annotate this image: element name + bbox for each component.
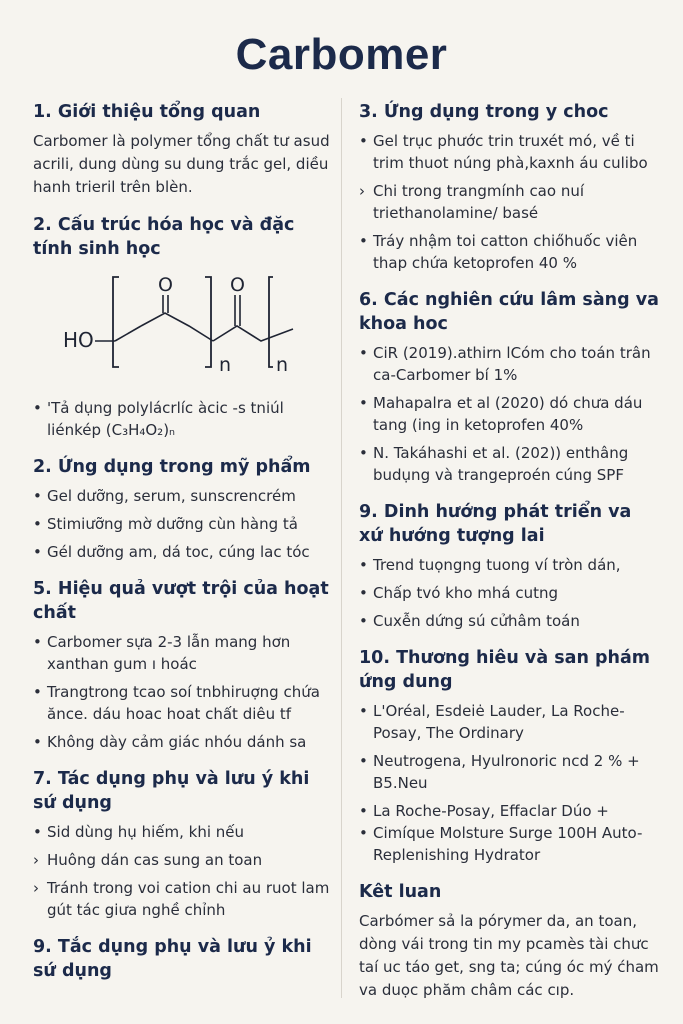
section-side-effects [33, 767, 333, 921]
list-item [359, 554, 659, 576]
list-item [33, 631, 333, 675]
section-clinical-studies [359, 288, 659, 486]
bullet-icon: • [359, 232, 368, 250]
repeat-unit-label: n [276, 354, 289, 376]
list-item [359, 442, 659, 486]
list-item [33, 397, 333, 441]
section-heading: 1. Giới thiệu tổng quan [33, 102, 261, 122]
list-item-text: Gel dưỡng, serum, sunscrencrém [47, 487, 296, 505]
section-paragraph: Carbómer sả la pórymer da, an toan, dòng vái trong tin my pcamès tài chưc taí uc táo get, sng ta; cúng óc mý ćham va duọc phăm châm các cıp. [359, 912, 659, 999]
bullet-icon: • [359, 132, 368, 150]
list-item-text: Tránh trong voi cation chi au ruot lam gút tác giưa nghề chỉnh [47, 879, 330, 919]
bullet-icon: • [359, 612, 368, 630]
section-trends [359, 500, 659, 632]
list-item [359, 230, 659, 274]
list-item-text: Carbomer sựa 2-3 lẫn mang hơn xanthan gum ı hoác [47, 633, 291, 673]
list-item [359, 582, 659, 604]
list-item [33, 877, 333, 921]
chevron-right-icon: › [33, 851, 39, 869]
list-item-text: Huông dán cas sung an toan [47, 851, 263, 869]
bullet-list [33, 631, 333, 753]
list-item [33, 731, 333, 753]
section-brands [359, 646, 659, 866]
bullet-list [33, 397, 333, 441]
section-side-effects-repeat [33, 935, 333, 983]
list-item-text: L'Oréal, Esdeiė Lauder, La Roche-Posay, The Ordinary [373, 702, 625, 742]
section-heading: 7. Tác dụng phụ và lưu ý khi sứ dụng [33, 769, 310, 813]
bullet-icon: • [359, 344, 368, 362]
section-cosmetics [33, 455, 333, 563]
bullet-list [359, 130, 659, 274]
list-item-text: Sid dùng hụ hiếm, khi nếu [47, 823, 245, 841]
section-heading: 2. Ứng dụng trong mỹ phẩm [33, 457, 311, 477]
hydroxyl-label: HO [63, 328, 94, 352]
list-item-text: Trangtrong tcao soí tnbhiruợng chứa ănce. dáu hoac hoat chất diêu tf [47, 683, 320, 723]
list-item [359, 342, 659, 386]
bullet-icon: • [359, 702, 368, 720]
bullet-icon: • [359, 556, 368, 574]
list-item [359, 750, 659, 794]
bullet-icon: • [33, 823, 42, 841]
bullet-icon: • [33, 487, 42, 505]
section-structure [33, 213, 333, 441]
bullet-list [359, 342, 659, 486]
chevron-right-icon: › [33, 879, 39, 897]
section-heading: 2. Cấu trúc hóa học và đặc tính sinh học [33, 215, 295, 259]
list-item-text: Cuxễn dứng sú cửhâm toán [373, 612, 580, 630]
list-item-text: N. Takáhashi et al. (202)) enthâng budụng và trangeproén cúng SPF [373, 444, 629, 484]
section-heading: 3. Ứng dụng trong y choc [359, 102, 609, 122]
list-item [33, 485, 333, 507]
section-conclusion [359, 880, 659, 1002]
list-item-text: Neutrogena, Hyulronoric ncd 2 % + B5.Neu [373, 752, 640, 792]
section-heading: 6. Các nghiên cứu lâm sàng va khoa hoc [359, 290, 659, 334]
list-item [359, 800, 659, 822]
chain-bonds [141, 313, 213, 341]
bracket-left-icon [269, 277, 273, 367]
section-heading: 10. Thương hiêu và san phám ứng dung [359, 648, 651, 692]
list-item [33, 541, 333, 563]
list-item-text: CiR (2019).athirn lCóm cho toán trân ca-Carbomer bí 1% [373, 344, 651, 384]
list-item-text: Gel trục phước trin truxét mó, về ti trim thuot núng phà,kaxnh áu culibo [373, 132, 648, 172]
list-item-text: Mahapalra et al (2020) dó chưa dáu tang (ing in ketoprofen 40% [373, 394, 643, 434]
list-item-text: Không dày cảm giác nhóu dánh sa [47, 733, 307, 751]
list-item-text: La Roche-Posay, Effaclar Dúo + [373, 802, 609, 820]
bullet-icon: • [359, 394, 368, 412]
oxygen-label: O [158, 274, 173, 296]
bullet-icon: • [359, 802, 368, 820]
list-item [33, 513, 333, 535]
bracket-right-icon [205, 277, 211, 367]
section-medical [359, 100, 659, 274]
list-item-text: Stimiưỡng mờ dưỡng cùn hàng tả [47, 515, 298, 533]
list-item-text: Tráy nhậm toi catton chiőhuốc viên thap chứa ketoprofen 40 % [373, 232, 638, 272]
section-heading: 5. Hiệu quả vượt trội của hoạt chất [33, 579, 329, 623]
repeat-unit-label: n [219, 354, 232, 376]
list-item [359, 130, 659, 174]
list-item-text: Gél dưỡng am, dá toc, cúng lac tóc [47, 543, 310, 561]
oxygen-label: O [230, 274, 245, 296]
bullet-list [359, 554, 659, 632]
bullet-icon: • [33, 633, 42, 651]
chemical-structure-diagram [33, 271, 313, 381]
bullet-icon: • [33, 399, 42, 417]
list-item [33, 849, 333, 871]
column-divider [341, 98, 342, 998]
bracket-left-icon [113, 277, 119, 367]
list-item-text: Chấp tvó kho mhá cutng [373, 584, 559, 602]
list-item [359, 822, 659, 866]
bullet-icon: • [33, 683, 42, 701]
bullet-icon: • [359, 444, 368, 462]
section-paragraph: Carbomer là polymer tổng chất tư asud acrili, dung dùng su dung trắc gel, diều hanh trieril trên blèn. [33, 132, 330, 196]
section-heading: 9. Tắc dụng phụ và lưu ỷ khi sứ dụng [33, 937, 312, 981]
bullet-icon: • [359, 584, 368, 602]
chevron-right-icon: › [359, 182, 365, 200]
list-item-text: 'Tả dụng polylácrlíc àcic -s tniúl liénkép (C₃H₄O₂)ₙ [47, 399, 284, 439]
list-item [359, 700, 659, 744]
section-efficacy [33, 577, 333, 753]
section-heading: Kêt luan [359, 882, 442, 902]
left-column [33, 100, 333, 997]
list-item [33, 681, 333, 725]
page-title: Carbomer [235, 30, 448, 79]
list-item [33, 821, 333, 843]
list-item-text: Chi trong trangmính cao nuí triethanolamine/ basé [373, 182, 585, 222]
bullet-list [33, 821, 333, 921]
list-item [359, 610, 659, 632]
chain-bonds [213, 326, 293, 341]
bullet-icon: • [359, 752, 368, 770]
list-item [359, 180, 659, 224]
list-item-text: Trend tuọngng tuong ví tròn dán, [373, 556, 621, 574]
bullet-icon: • [33, 733, 42, 751]
list-item [359, 392, 659, 436]
bullet-icon: • [33, 543, 42, 561]
section-overview [33, 100, 333, 199]
bullet-icon: • [359, 824, 368, 842]
section-heading: 9. Dinh hướng phát triển va xứ hướng tượng lai [359, 502, 632, 546]
bullet-icon: • [33, 515, 42, 533]
bullet-list [33, 485, 333, 563]
right-column [359, 100, 659, 1016]
list-item-text: Cimíque Molsture Surge 100H Auto-Replenishing Hydrator [373, 824, 643, 864]
bond-line [115, 326, 141, 341]
bullet-list [359, 700, 659, 866]
